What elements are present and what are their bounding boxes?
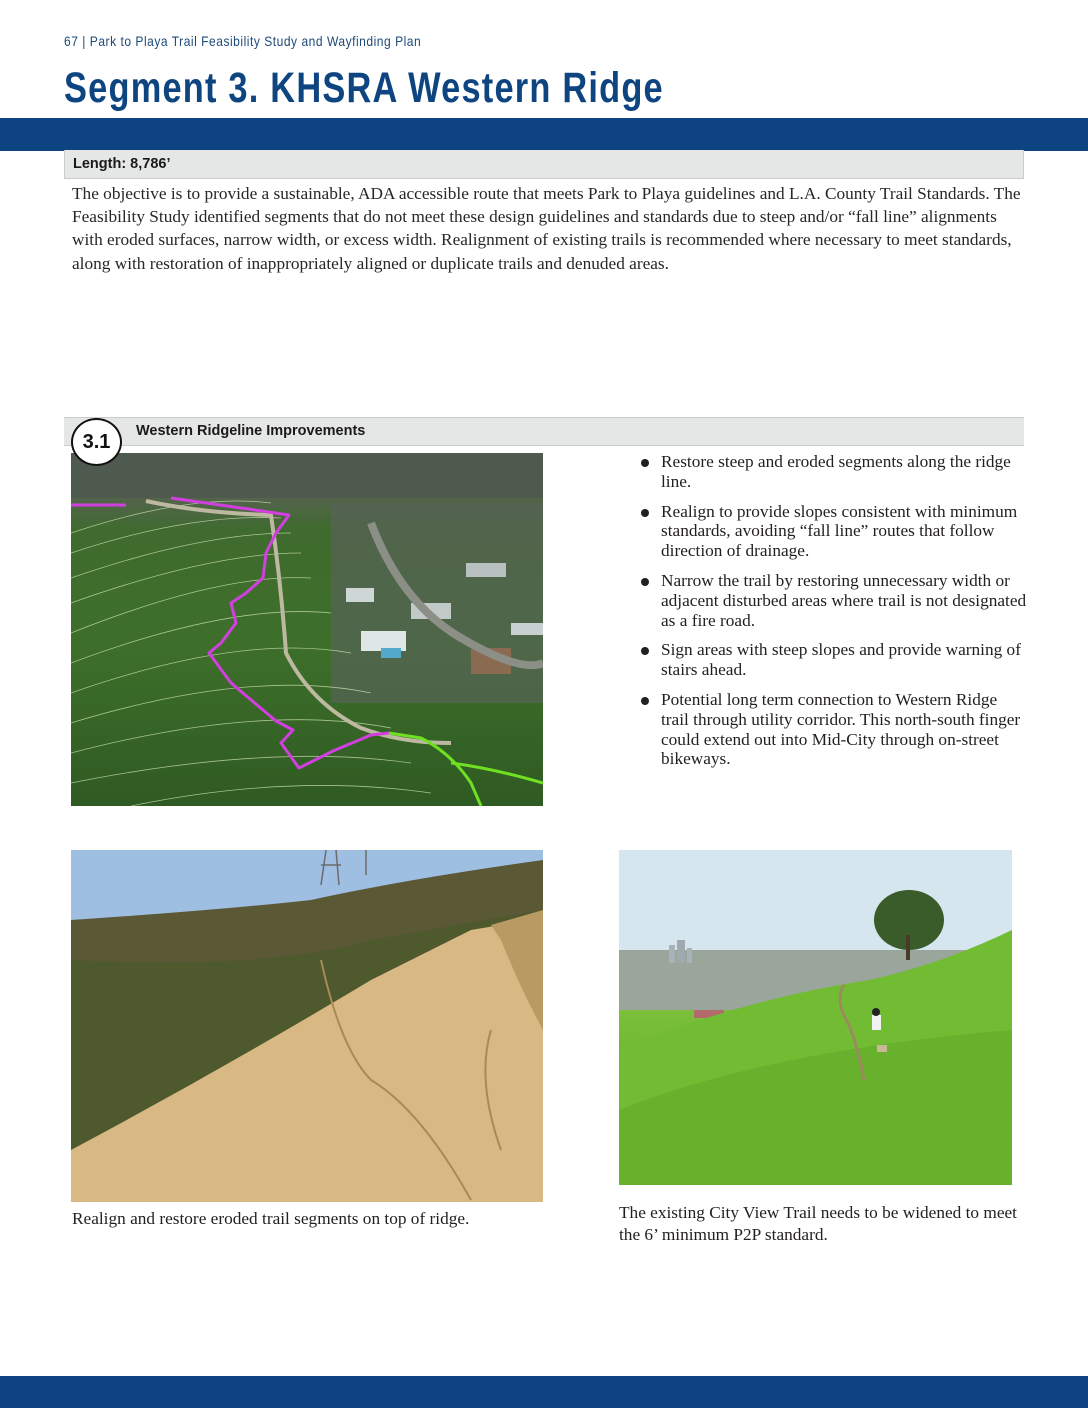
eroded-trail-graphic xyxy=(71,850,543,1202)
caption-eroded-trail: Realign and restore eroded trail segments on top of ridge. xyxy=(72,1209,470,1228)
intro-paragraph: The objective is to provide a sustainable, ADA accessible route that meets Park to Playa guidelines and L.A. County Trail Standards. The Feasibility Study identified segments that do not meet these design guidelines and standards due to steep and/or “fall line” alignments with eroded surfaces, narrow width, or excess width. Realignment of existing trails is recommended where necessary to meet standards, along with restoration of inappropriately aligned or duplicate trails and denuded areas. xyxy=(72,184,1021,273)
list-item: Potential long term connection to Western Ridge trail through utility corridor. This north-south finger could extend out into Mid-City through on-street bikeways. xyxy=(638,690,1028,769)
section-title: Western Ridgeline Improvements xyxy=(136,423,366,439)
trail-map-image xyxy=(71,453,543,806)
list-item: Realign to provide slopes consistent with minimum standards, avoiding “fall line” routes that follow direction of drainage. xyxy=(638,502,1028,561)
bullet-icon xyxy=(641,578,649,586)
trail-map-graphic xyxy=(71,453,543,806)
running-head: 67 | Park to Playa Trail Feasibility Study and Wayfinding Plan xyxy=(64,33,422,49)
page-title: Segment 3. KHSRA Western Ridge xyxy=(64,64,664,112)
segment-length: Length: 8,786’ xyxy=(73,156,171,172)
caption-city-view-trail: The existing City View Trail needs to be widened to meet the 6’ minimum P2P standard. xyxy=(619,1203,1017,1244)
list-item: Narrow the trail by restoring unnecessary width or adjacent disturbed areas where trail is not designated as a fire road. xyxy=(638,571,1028,630)
list-item: Restore steep and eroded segments along the ridge line. xyxy=(638,452,1028,492)
bullet-icon xyxy=(641,459,649,467)
bullet-icon xyxy=(641,697,649,705)
list-item: Sign areas with steep slopes and provide warning of stairs ahead. xyxy=(638,640,1028,680)
footer-band xyxy=(0,1376,1088,1408)
bullet-icon xyxy=(641,647,649,655)
city-view-trail-graphic xyxy=(619,850,1012,1185)
eroded-trail-photo xyxy=(71,850,543,1202)
title-band xyxy=(0,118,1088,151)
improvements-list xyxy=(638,452,1028,779)
city-view-trail-photo xyxy=(619,850,1012,1185)
length-bar xyxy=(64,150,1024,179)
bullet-icon xyxy=(641,509,649,517)
section-number-badge: 3.1 xyxy=(71,418,122,466)
